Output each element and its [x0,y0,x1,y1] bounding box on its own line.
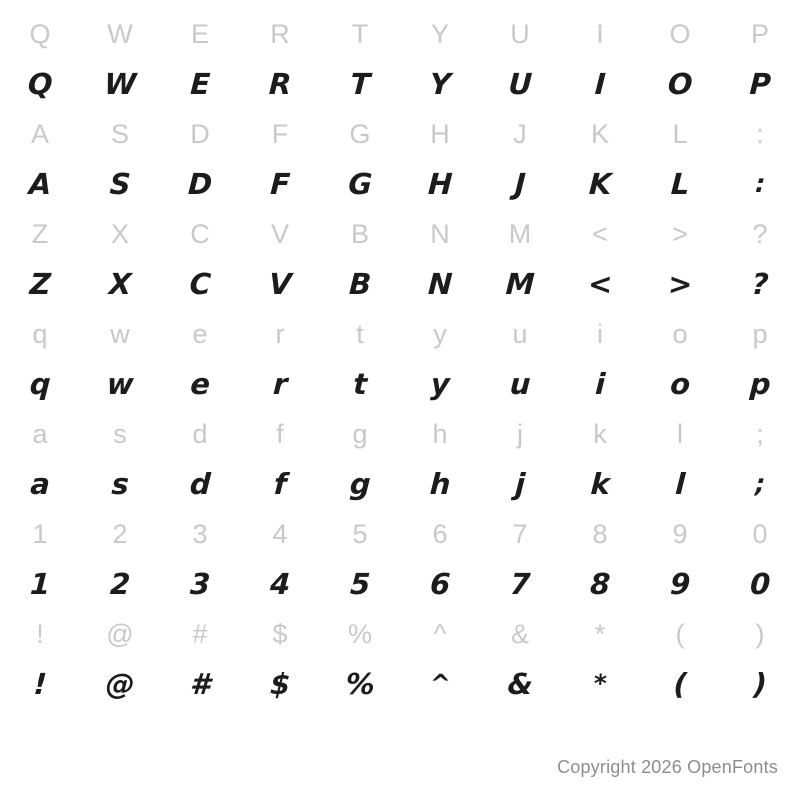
reference-glyph: * [594,619,606,649]
sample-glyph: < [587,267,613,301]
sample-glyph: k [589,467,611,501]
sample-row [0,464,800,504]
sample-row [0,364,800,404]
sample-glyph: ^ [429,669,452,698]
sample-glyph: f [273,467,287,501]
sample-glyph: w [105,367,135,401]
sample-glyph: p [748,367,772,401]
sample-glyph: % [344,667,376,701]
reference-glyph: o [672,319,688,349]
reference-glyph: ! [36,619,44,649]
reference-glyph: X [110,219,129,249]
sample-glyph: T [349,67,371,101]
sample-glyph: V [268,267,292,301]
reference-glyph: q [32,319,48,349]
sample-glyph: 1 [29,567,51,601]
reference-glyph: 1 [32,519,48,549]
reference-glyph: Y [430,19,449,49]
copyright-notice: Copyright 2026 OpenFonts [557,757,778,777]
sample-glyph: # [189,667,211,701]
reference-glyph: u [512,319,528,349]
reference-glyph: t [356,319,364,349]
sample-glyph: u [509,367,531,401]
sample-glyph: U [507,67,533,101]
reference-row [0,104,800,164]
reference-glyph: j [517,419,523,449]
reference-glyph: I [596,19,604,49]
reference-glyph: 8 [592,519,608,549]
reference-row [0,304,800,364]
reference-glyph: L [672,119,688,149]
reference-glyph: > [672,219,688,249]
sample-glyph: r [272,367,288,401]
sample-glyph: 9 [669,567,691,601]
reference-glyph: ) [755,619,765,649]
sample-glyph: > [667,267,693,301]
sample-glyph: d [188,467,212,501]
reference-row [0,404,800,464]
reference-glyph: O [669,19,691,49]
sample-row [0,164,800,204]
reference-glyph: N [430,219,450,249]
sample-glyph: L [670,167,690,201]
reference-glyph: F [271,119,289,149]
reference-glyph: U [510,19,530,49]
reference-glyph: 0 [752,519,768,549]
sample-glyph: G [347,167,373,201]
sample-glyph: : [754,169,766,198]
reference-glyph: 3 [192,519,208,549]
sample-glyph: Q [27,67,53,101]
reference-glyph: & [510,619,529,649]
sample-glyph: $ [269,667,291,701]
sample-glyph: y [429,367,451,401]
reference-glyph: R [270,19,290,49]
sample-glyph: K [588,167,612,201]
sample-glyph: Y [428,67,452,101]
reference-glyph: K [590,119,609,149]
sample-glyph: X [108,267,132,301]
sample-glyph: S [108,167,132,201]
sample-glyph: 0 [749,567,771,601]
sample-glyph: t [352,367,368,401]
sample-glyph: l [674,467,686,501]
reference-glyph: J [513,119,527,149]
reference-glyph: d [192,419,208,449]
sample-glyph: 7 [509,567,531,601]
sample-glyph: M [504,267,536,301]
reference-glyph: ? [752,219,768,249]
reference-glyph: T [351,19,369,49]
reference-glyph: k [593,419,607,449]
sample-glyph: e [189,367,211,401]
reference-glyph: 4 [272,519,288,549]
reference-glyph: G [349,119,371,149]
reference-glyph: $ [272,619,288,649]
sample-glyph: F [269,167,291,201]
sample-glyph: C [188,267,212,301]
reference-glyph: s [113,419,127,449]
reference-row [0,504,800,564]
reference-glyph: Q [29,19,51,49]
sample-glyph: 5 [349,567,371,601]
reference-glyph: a [32,419,48,449]
reference-glyph: w [110,319,130,349]
sample-glyph: h [429,467,451,501]
reference-glyph: ^ [433,619,447,649]
reference-glyph: e [192,319,208,349]
sample-glyph: I [593,67,607,101]
sample-glyph: ( [672,667,688,701]
sample-glyph: a [29,467,51,501]
sample-glyph: q [28,367,52,401]
sample-glyph: ) [752,667,768,701]
reference-row [0,204,800,264]
reference-glyph: < [592,219,608,249]
sample-row [0,264,800,304]
reference-glyph: M [508,219,532,249]
sample-glyph: ? [750,267,770,301]
reference-glyph: # [192,619,208,649]
sample-glyph: 8 [589,567,611,601]
sample-glyph: O [667,67,693,101]
reference-glyph: 7 [512,519,528,549]
sample-glyph: ; [754,469,766,498]
reference-glyph: y [433,319,447,349]
sample-glyph: 6 [429,567,451,601]
sample-glyph: ! [32,667,48,701]
reference-glyph: 2 [112,519,128,549]
reference-glyph: Z [31,219,49,249]
sample-glyph: j [514,467,526,501]
sample-row [0,564,800,604]
reference-glyph: 5 [352,519,368,549]
reference-glyph: A [30,119,49,149]
sample-glyph: R [268,67,292,101]
reference-row [0,604,800,664]
sample-glyph: W [103,67,137,101]
reference-glyph: 6 [432,519,448,549]
sample-glyph: 2 [109,567,131,601]
sample-glyph: @ [104,667,136,701]
sample-glyph: E [189,67,211,101]
reference-glyph: : [756,119,764,149]
sample-glyph: H [427,167,453,201]
reference-glyph: f [276,419,284,449]
reference-glyph: V [270,219,289,249]
reference-glyph: D [190,119,210,149]
reference-glyph: C [190,219,210,249]
reference-glyph: P [750,19,769,49]
sample-glyph: Z [28,267,52,301]
sample-glyph: A [28,167,52,201]
reference-glyph: 9 [672,519,688,549]
reference-glyph: E [190,19,209,49]
reference-row [0,4,800,64]
reference-glyph: ; [756,419,764,449]
reference-glyph: B [350,219,369,249]
sample-glyph: B [348,267,372,301]
reference-glyph: S [110,119,129,149]
reference-glyph: % [347,619,372,649]
reference-glyph: h [432,419,448,449]
sample-glyph: J [513,167,527,201]
sample-glyph: s [110,467,130,501]
reference-glyph: r [275,319,285,349]
sample-row [0,64,800,104]
sample-glyph: 4 [269,567,291,601]
reference-glyph: g [352,419,368,449]
sample-glyph: o [669,367,691,401]
reference-glyph: @ [106,619,134,649]
reference-glyph: i [597,319,603,349]
sample-glyph: * [592,669,608,698]
sample-glyph: & [506,667,534,701]
reference-glyph: l [677,419,683,449]
sample-row [0,664,800,704]
sample-glyph: D [187,167,213,201]
sample-glyph: g [348,467,372,501]
reference-glyph: ( [675,619,685,649]
sample-glyph: P [748,67,772,101]
reference-glyph: p [752,319,768,349]
sample-glyph: N [427,267,453,301]
reference-glyph: H [430,119,450,149]
sample-glyph: 3 [189,567,211,601]
reference-glyph: W [107,19,133,49]
sample-glyph: i [594,367,606,401]
